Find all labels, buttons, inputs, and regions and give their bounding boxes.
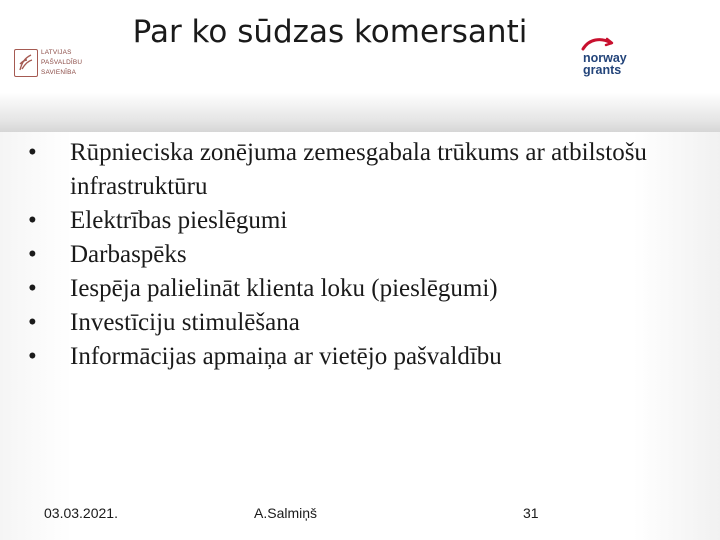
grants-word: grants [583, 63, 622, 77]
norway-grants-logo [578, 36, 634, 80]
logo-wordmark [41, 48, 97, 78]
bullet-dot: • [28, 309, 37, 336]
bullet-list [24, 136, 704, 374]
logo-line-1: LATVIJAS [41, 49, 72, 56]
norway-word: norway [583, 51, 627, 65]
bullet-item [24, 340, 704, 374]
slide-title: Par ko sūdzas komersanti [132, 14, 528, 50]
bullet-text: Iespēja palielināt klienta loku (pieslēgumi) [70, 275, 498, 302]
swoosh-icon [581, 36, 627, 52]
footer-page-number: 31 [523, 505, 539, 521]
bullet-item [24, 272, 704, 306]
bullet-item [24, 136, 704, 204]
bullet-item [24, 238, 704, 272]
bullet-dot: • [28, 275, 37, 302]
footer-date: 03.03.2021. [44, 505, 118, 521]
bullet-dot: • [28, 241, 37, 268]
logo-line-3: SAVIENĪBA [41, 69, 77, 76]
bullet-text: Elektrības pieslēgumi [70, 207, 288, 234]
logo-line-2: PAŠVALDĪBU [41, 59, 83, 66]
bullet-item [24, 204, 704, 238]
seal-icon [14, 49, 38, 77]
bullet-text: Informācijas apmaiņa ar vietējo pašvaldību [70, 343, 502, 370]
bullet-dot: • [28, 343, 37, 370]
bullet-text: Investīciju stimulēšana [70, 309, 300, 336]
bullet-text: Rūpnieciska zonējuma zemesgabala trūkums ar atbilstošu infrastruktūru [70, 139, 647, 200]
bullet-text: Darbaspēks [70, 241, 187, 268]
footer-author: A.Salmiņš [254, 505, 318, 521]
bullet-item [24, 306, 704, 340]
latvian-municipalities-logo [14, 48, 96, 80]
bullet-dot: • [28, 139, 37, 166]
bullet-dot: • [28, 207, 37, 234]
